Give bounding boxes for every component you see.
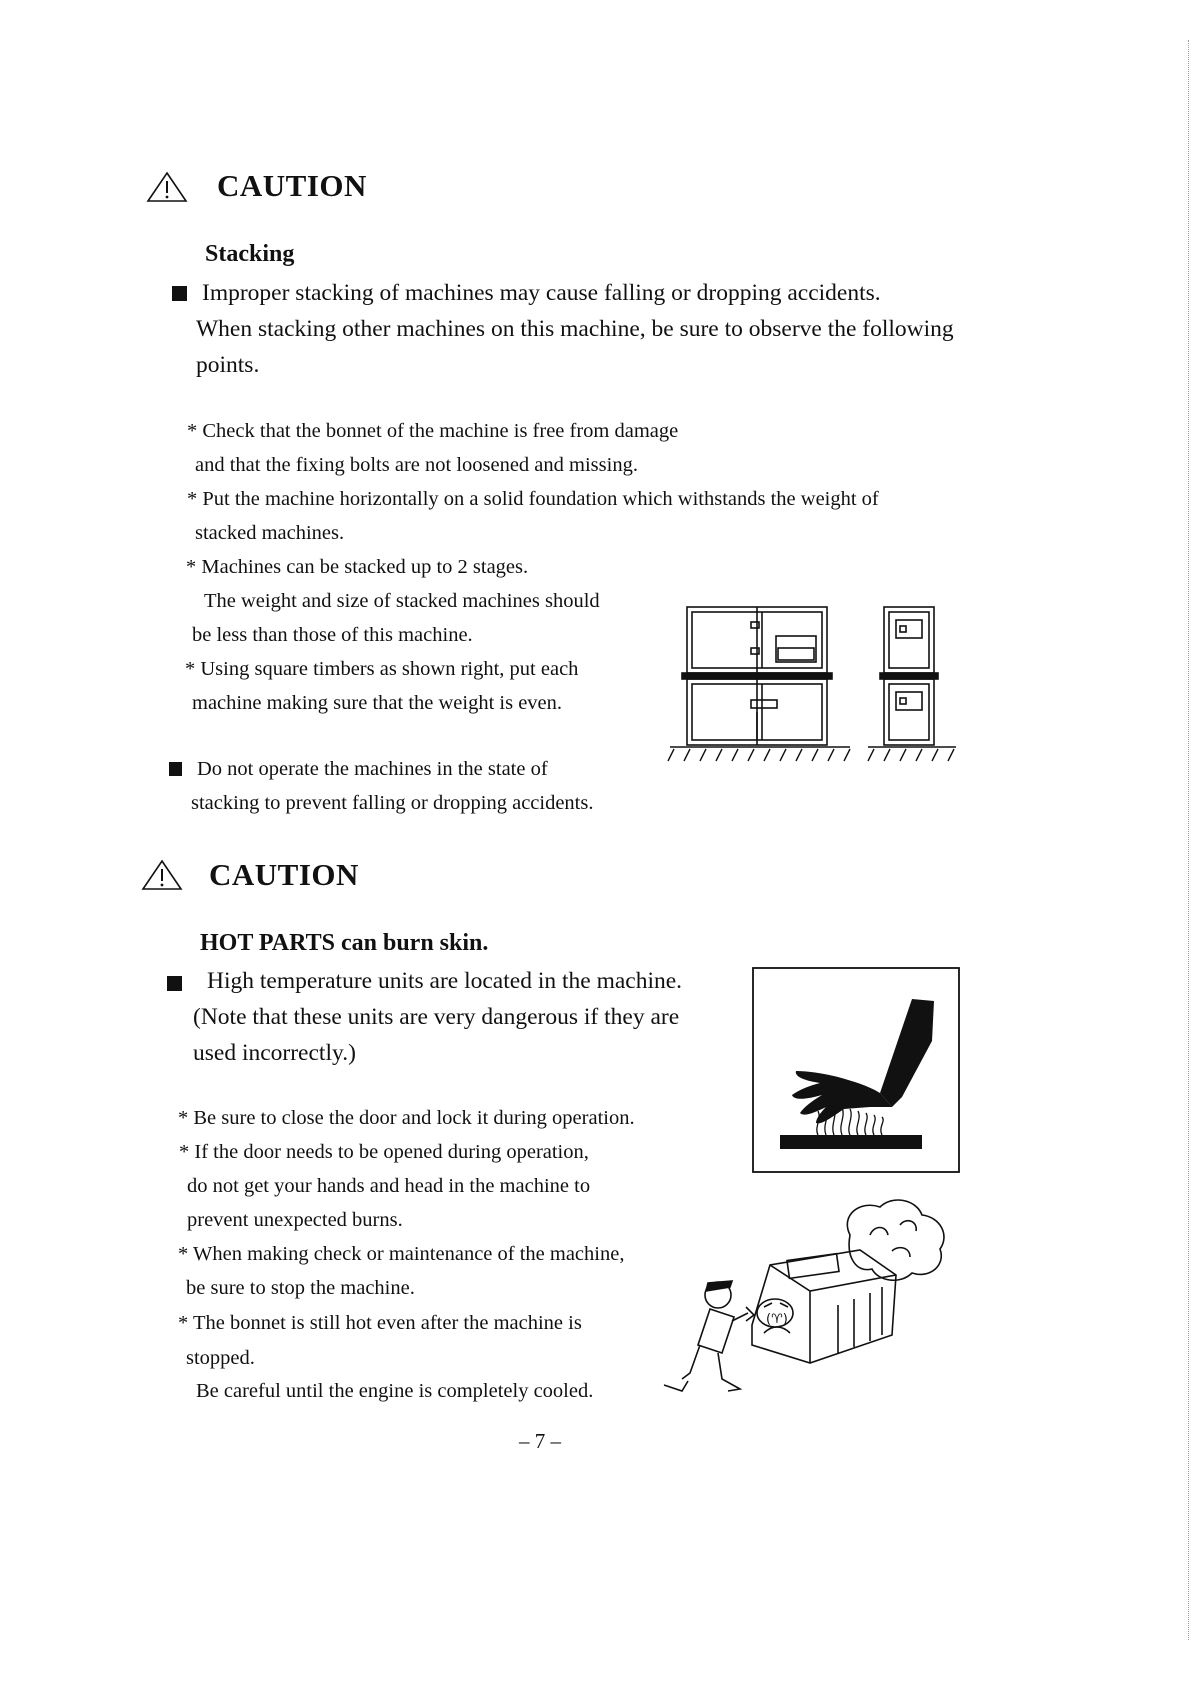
bullet-square [172, 286, 187, 301]
item-line: machine making sure that the weight is even. [192, 692, 563, 714]
item-line: * Check that the bonnet of the machine is free from damage [187, 420, 679, 442]
item-line: do not get your hands and head in the machine to [187, 1175, 591, 1197]
caution-heading: CAUTION [217, 168, 367, 203]
para-line: Do not operate the machines in the state of [197, 758, 548, 780]
para-line: stacking to prevent falling or dropping accidents. [191, 792, 594, 814]
scan-edge [1187, 40, 1189, 1640]
para-line: (Note that these units are very dangerous if they are [193, 1004, 680, 1030]
warning-triangle-icon [141, 860, 183, 890]
bullet-square [167, 976, 182, 991]
para-line: points. [196, 352, 260, 378]
page-number: – 7 – [519, 1429, 561, 1453]
para-line: used incorrectly.) [193, 1040, 356, 1066]
item-line: * If the door needs to be opened during operation, [179, 1141, 589, 1163]
item-line: be less than those of this machine. [192, 624, 473, 646]
item-line: * When making check or maintenance of the machine, [178, 1243, 625, 1265]
item-line: Be careful until the engine is completely cooled. [196, 1380, 594, 1402]
para-line: Improper stacking of machines may cause falling or dropping accidents. [202, 280, 881, 306]
item-line: and that the fixing bolts are not loosened and missing. [195, 454, 638, 476]
subheading-stacking: Stacking [205, 241, 295, 267]
item-line: * Be sure to close the door and lock it during operation. [178, 1107, 635, 1129]
item-line: * Machines can be stacked up to 2 stages. [186, 556, 529, 578]
item-line: * Using square timbers as shown right, put each [185, 658, 579, 680]
item-line: prevent unexpected burns. [187, 1209, 403, 1231]
item-line: * Put the machine horizontally on a solid foundation which withstands the weight of [187, 488, 879, 510]
hot-surface-hand-icon [752, 967, 962, 1177]
stacked-machines-illustration [660, 600, 960, 770]
warning-triangle-icon [146, 172, 188, 202]
subheading-hot-parts: HOT PARTS can burn skin. [200, 930, 489, 956]
para-line: When stacking other machines on this machine, be sure to observe the following [196, 316, 954, 342]
bullet-square [169, 762, 182, 776]
item-line: stacked machines. [195, 522, 345, 544]
para-line: High temperature units are located in the machine. [207, 968, 683, 994]
item-line: be sure to stop the machine. [186, 1277, 415, 1299]
item-line: The weight and size of stacked machines should [204, 590, 600, 612]
svg-text:(♈): (♈) [766, 1312, 788, 1327]
item-line: stopped. [186, 1347, 255, 1369]
caution-heading: CAUTION [209, 857, 359, 892]
item-line: * The bonnet is still hot even after the machine is [178, 1312, 582, 1334]
hot-machine-cartoon-illustration [660, 1195, 960, 1415]
